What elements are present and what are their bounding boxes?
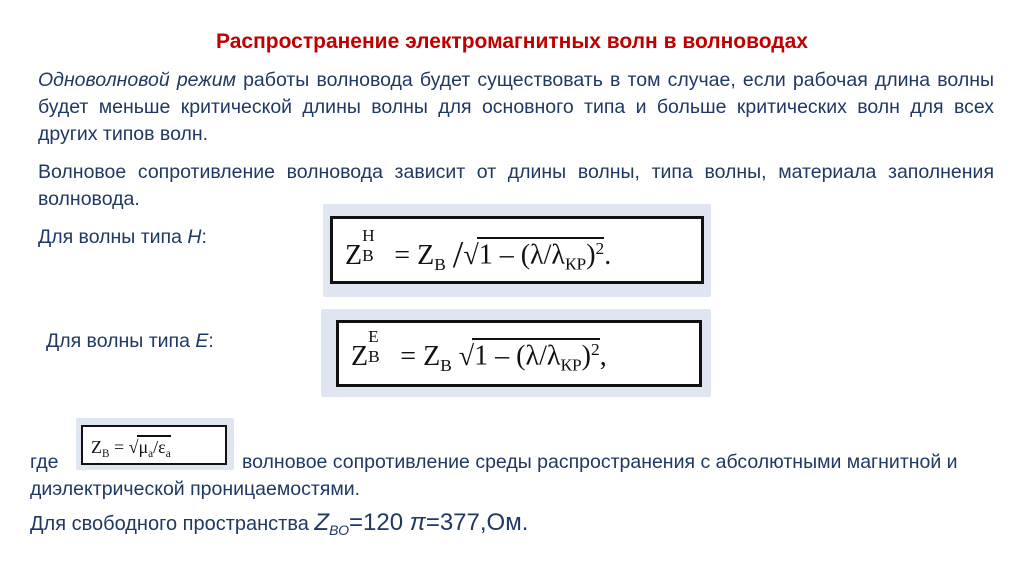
formula-h: Z H B = $Z_B$ $/√1 - (\lambda/\lambda_{КР})^2$. [330, 216, 704, 284]
single-mode-term: Одноволновой режим [38, 69, 236, 91]
label-e-wave: Для волны типа Е: [46, 330, 214, 352]
paragraph-medium-impedance: волновое сопротивление среды распространения с абсолютными магнитной и диэлектрической проницаемостями. [30, 451, 958, 500]
single-mode-text: работы волновода будет существовать в том случае, если рабочая длина волны будет меньше критической длины волны для основного типа и больше критических волн для всех других типов волн. [38, 69, 995, 145]
label-h-wave: Для волны типа Н: [38, 226, 207, 248]
formula-zb: $Z_B = √\mu_a/\varepsilon_a$ [81, 425, 227, 465]
paragraph-free-space: Для свободного пространства $Z_{ВО}=120$ π=377,Ом. [30, 509, 529, 538]
paragraph-single-mode [38, 67, 994, 148]
label-where: где [30, 451, 59, 473]
free-space-impedance-symbol: Z [314, 509, 330, 536]
formula-e: Z E B = $Z_B$ $√1 - (\lambda/\lambda_{КР})^2$, [336, 320, 702, 387]
slide-title: Распространение электромагнитных волн в волноводах [216, 30, 808, 53]
paragraph-wave-impedance: Волновое сопротивление волновода зависит от длины волны, типа волны, материала заполнения волновода. [38, 161, 994, 210]
